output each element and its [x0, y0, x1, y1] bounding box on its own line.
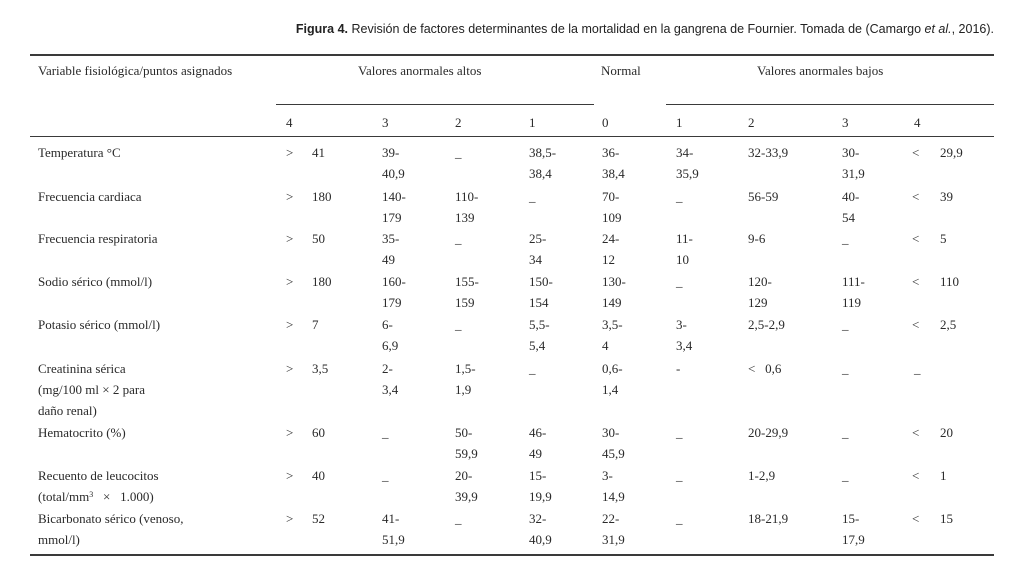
table-cell: 1-2,9 — [748, 468, 776, 483]
table-cell: 7 — [312, 317, 319, 332]
determinants-table — [30, 54, 994, 556]
gt-symbol: > — [286, 468, 294, 483]
points-col-7: 2 — [748, 115, 755, 130]
lt-symbol: < — [912, 468, 920, 483]
table-cell: 11- 10 — [676, 231, 693, 267]
table-cell: 70- 109 — [602, 189, 622, 225]
top-rule — [30, 54, 994, 56]
high-group-rule — [276, 104, 594, 105]
table-cell: _ — [676, 511, 683, 526]
header-high-values: Valores anormales altos — [358, 63, 482, 78]
row-variable: Frecuencia cardiaca — [38, 189, 142, 204]
table-cell: _ — [842, 231, 849, 246]
bottom-rule — [30, 554, 994, 556]
table-cell: 18-21,9 — [748, 511, 789, 526]
table-cell: 2- 3,4 — [382, 361, 399, 397]
row-variable: Frecuencia respiratoria — [38, 231, 158, 246]
lt-symbol: < — [912, 317, 920, 332]
row-variable-main: Recuento de leucocitos — [38, 468, 159, 483]
table-cell: 56-59 — [748, 189, 779, 204]
table-cell: 3,5- 4 — [602, 317, 623, 353]
row-variable: Potasio sérico (mmol/l) — [38, 317, 161, 332]
table-cell: 38,5- 38,4 — [529, 145, 557, 181]
points-col-5: 0 — [602, 115, 609, 130]
table-cell: 50- 59,9 — [455, 425, 478, 461]
table-cell: 40 — [312, 468, 325, 483]
table-cell: 60 — [312, 425, 325, 440]
table-cell: _ — [676, 468, 683, 483]
table-cell: 2,5-2,9 — [748, 317, 785, 332]
table-cell: 110- 139 — [455, 189, 479, 225]
table-cell: _ — [529, 189, 536, 204]
table-cell: 9-6 — [748, 231, 766, 246]
gt-symbol: > — [286, 425, 294, 440]
table-cell: 2,5 — [940, 317, 957, 332]
table-cell: 111- 119 — [842, 274, 865, 310]
caption-text: Revisión de factores determinantes de la mortalidad en la gangrena de Fournier. Tomada de (Camargo — [348, 22, 925, 36]
lt-symbol: < — [912, 231, 920, 246]
table-cell: 180 — [312, 274, 332, 289]
table-cell: 39- 40,9 — [382, 145, 405, 181]
table-cell: 40- 54 — [842, 189, 860, 225]
gt-symbol: > — [286, 231, 294, 246]
table-cell: 35- 49 — [382, 231, 400, 267]
table-cell: _ — [842, 468, 849, 483]
table-cell: 3- 14,9 — [602, 468, 625, 504]
table-cell: _ — [914, 361, 921, 376]
table-cell: - — [676, 361, 681, 376]
gt-symbol: > — [286, 274, 294, 289]
table-cell: 34- 35,9 — [676, 145, 699, 181]
table-cell: 3- 3,4 — [676, 317, 693, 353]
table-cell: < 0,6 — [748, 361, 782, 376]
table-cell: 30- 31,9 — [842, 145, 865, 181]
gt-symbol: > — [286, 145, 294, 160]
table-cell: 155- 159 — [455, 274, 479, 310]
table-cell: 24- 12 — [602, 231, 620, 267]
table-cell: _ — [529, 361, 536, 376]
figure-caption — [274, 22, 994, 36]
table-cell: 5 — [940, 231, 947, 246]
table-cell: 1 — [940, 468, 947, 483]
table-cell: _ — [382, 468, 389, 483]
table-cell: 29,9 — [940, 145, 963, 160]
table-cell: 130- 149 — [602, 274, 626, 310]
points-col-8: 3 — [842, 115, 849, 130]
points-col-4: 1 — [529, 115, 536, 130]
table-cell: 1,5- 1,9 — [455, 361, 476, 397]
table-cell: 30- 45,9 — [602, 425, 625, 461]
table-cell: 22- 31,9 — [602, 511, 625, 547]
table-cell: 160- 179 — [382, 274, 406, 310]
table-cell: 25- 34 — [529, 231, 547, 267]
table-cell: 15 — [940, 511, 953, 526]
header-bottom-rule — [30, 136, 994, 137]
row-variable: Creatinina sérica (mg/100 ml × 2 para daño renal) — [38, 361, 145, 418]
table-cell: _ — [455, 145, 462, 160]
header-normal: Normal — [601, 63, 641, 78]
table-cell: 110 — [940, 274, 960, 289]
table-cell: _ — [842, 425, 849, 440]
table-cell: 20- 39,9 — [455, 468, 478, 504]
table-cell: _ — [842, 317, 849, 332]
row-variable: Hematocrito (%) — [38, 425, 126, 440]
table-cell: 6- 6,9 — [382, 317, 399, 353]
row-variable-sup: 3 — [89, 490, 94, 499]
row-variable: Bicarbonato sérico (venoso, mmol/l) — [38, 511, 184, 547]
lt-symbol: < — [912, 145, 920, 160]
table-cell: 41- 51,9 — [382, 511, 405, 547]
row-variable-sub-post: × 1.000) — [93, 489, 154, 504]
header-variable: Variable fisiológica/puntos asignados — [38, 63, 233, 78]
points-col-3: 2 — [455, 115, 462, 130]
table-cell: 52 — [312, 511, 325, 526]
table-cell: _ — [842, 361, 849, 376]
table-cell: 0,6- 1,4 — [602, 361, 623, 397]
table-cell: 3,5 — [312, 361, 329, 376]
table-cell: _ — [455, 511, 462, 526]
table-cell: 41 — [312, 145, 325, 160]
table-cell: 50 — [312, 231, 325, 246]
table-cell: 46- 49 — [529, 425, 547, 461]
gt-symbol: > — [286, 317, 294, 332]
table-cell: 36- 38,4 — [602, 145, 625, 181]
table-cell: _ — [676, 274, 683, 289]
table-cell: 39 — [940, 189, 953, 204]
table-cell: 120- 129 — [748, 274, 772, 310]
points-col-9: 4 — [914, 115, 921, 130]
table-cell: 32- 40,9 — [529, 511, 552, 547]
lt-symbol: < — [912, 511, 920, 526]
table-cell: _ — [455, 317, 462, 332]
points-col-1: 4 — [286, 115, 293, 130]
row-variable: Temperatura °C — [38, 145, 121, 160]
row-variable — [38, 465, 228, 507]
table-cell: _ — [676, 425, 683, 440]
points-col-2: 3 — [382, 115, 389, 130]
low-group-rule — [666, 104, 994, 105]
caption-etal: et al. — [924, 22, 952, 36]
table-cell: 5,5- 5,4 — [529, 317, 550, 353]
table-cell: 150- 154 — [529, 274, 553, 310]
table-cell: _ — [455, 231, 462, 246]
row-variable-sub: (total/mm — [38, 489, 90, 504]
gt-symbol: > — [286, 511, 294, 526]
caption-end: , 2016). — [951, 22, 994, 36]
table-cell: 15- 17,9 — [842, 511, 865, 547]
lt-symbol: < — [912, 425, 920, 440]
table-cell: 20 — [940, 425, 953, 440]
table-cell: _ — [382, 425, 389, 440]
gt-symbol: > — [286, 189, 294, 204]
table-cell: 32-33,9 — [748, 145, 789, 160]
table-cell: 20-29,9 — [748, 425, 789, 440]
caption-label: Figura 4. — [295, 22, 348, 36]
row-variable: Sodio sérico (mmol/l) — [38, 274, 153, 289]
table-cell: 15- 19,9 — [529, 468, 552, 504]
lt-symbol: < — [912, 274, 920, 289]
table-cell: 140- 179 — [382, 189, 406, 225]
gt-symbol: > — [286, 361, 294, 376]
points-col-6: 1 — [676, 115, 683, 130]
table-cell: _ — [676, 189, 683, 204]
table-cell: 180 — [312, 189, 332, 204]
header-low-values: Valores anormales bajos — [757, 63, 884, 78]
lt-symbol: < — [912, 189, 920, 204]
